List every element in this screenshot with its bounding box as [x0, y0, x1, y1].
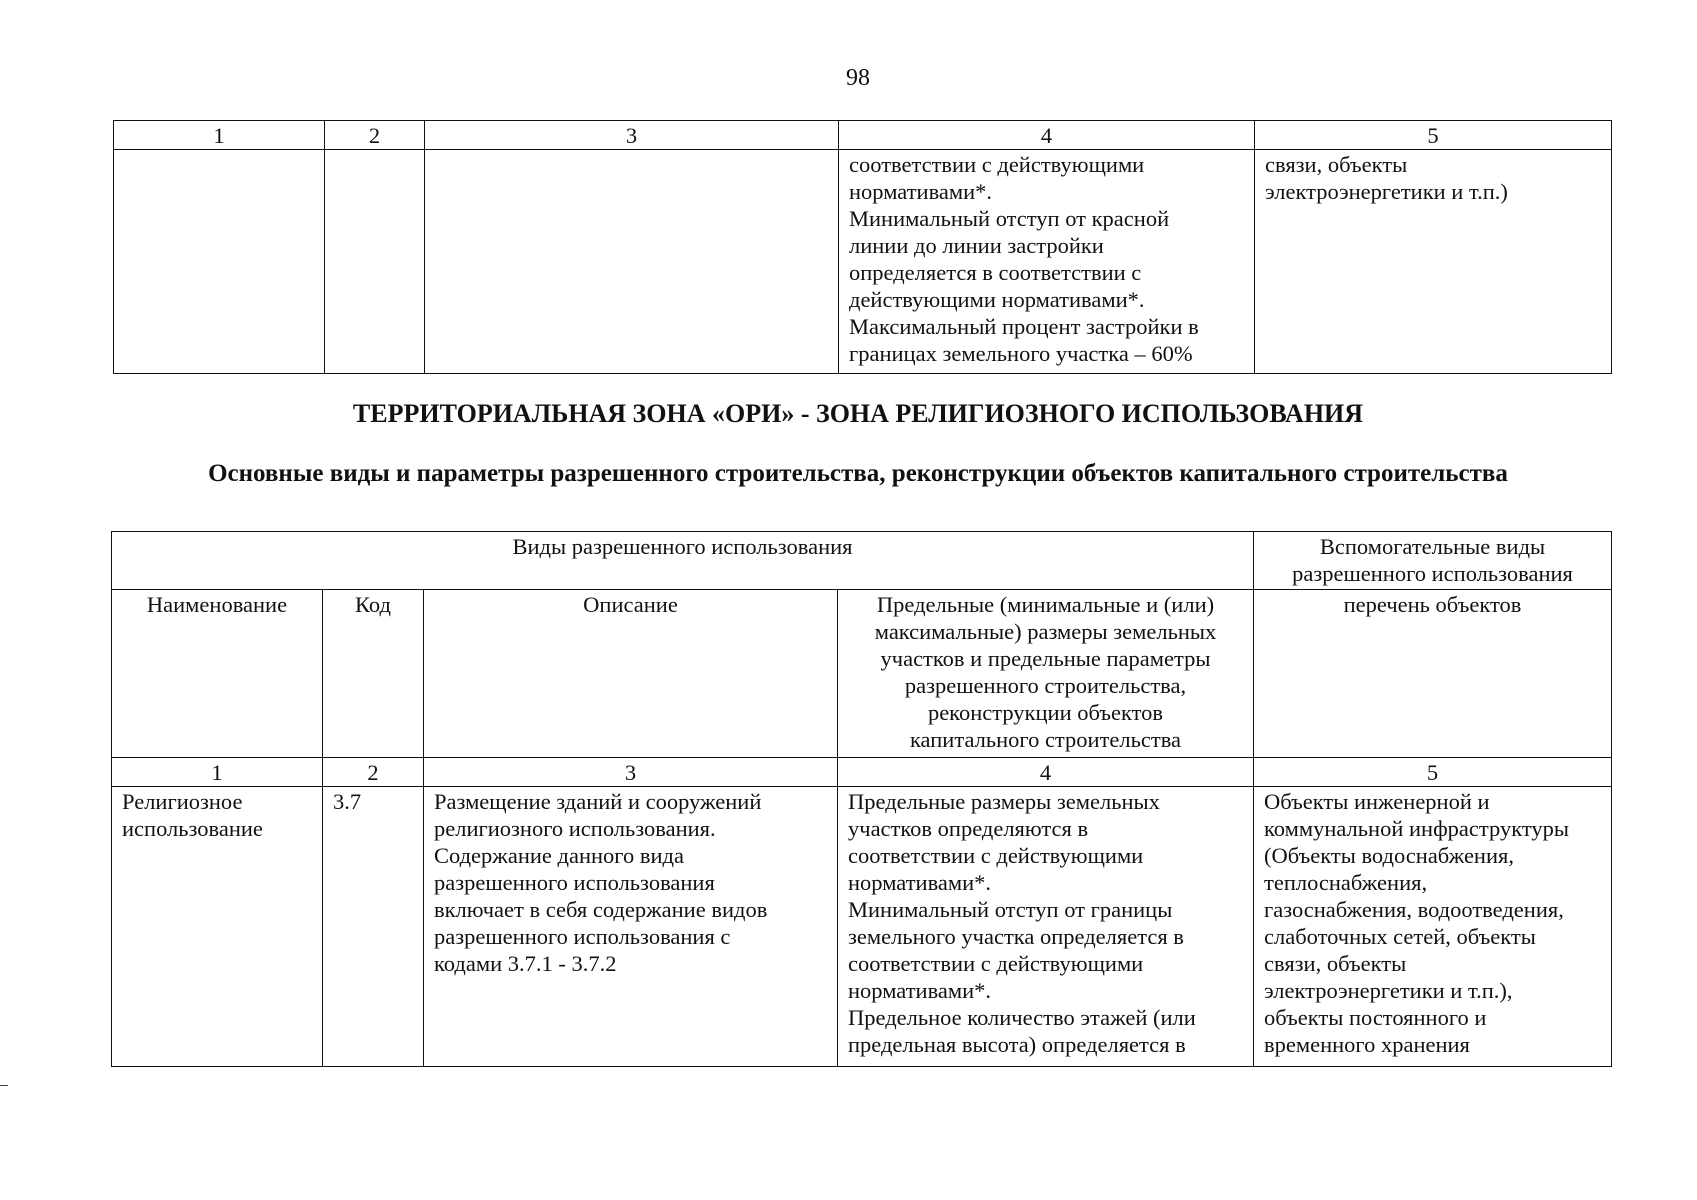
header-parameters: Предельные (минимальные и (или) максимальные) размеры земельных участков и предельные параметры разрешенного строительства, реконструкции объектов капитального строительства	[838, 590, 1254, 758]
zone-title: ТЕРРИТОРИАЛЬНАЯ ЗОНА «ОРИ» - ЗОНА РЕЛИГИОЗНОГО ИСПОЛЬЗОВАНИЯ	[352, 399, 1364, 428]
column-number: 4	[839, 121, 1255, 150]
column-number: 5	[1255, 121, 1612, 150]
header-code: Код	[323, 590, 424, 758]
column-number: 1	[112, 758, 323, 787]
section-subtitle: Основные виды и параметры разрешенного строительства, реконструкции объектов капитального строительства	[208, 460, 1508, 487]
header-group-row	[112, 532, 1612, 590]
column-number: 1	[114, 121, 325, 150]
page-number: 98	[846, 65, 870, 91]
cell-description: Размещение зданий и сооружений религиозного использования. Содержание данного вида разрешенного использования включает в себя содержание видов разрешенного использования с кодами 3.7.1 - 3.7.2	[424, 787, 838, 1067]
header-description: Описание	[424, 590, 838, 758]
column-number: 2	[325, 121, 425, 150]
cell-parameters: соответствии с действующими нормативами*. Минимальный отступ от красной линии до линии застройки определяется в соответствии с действующими нормативами*. Максимальный процент застройки в границах земельного участка – 60%	[839, 150, 1255, 374]
table-row	[112, 787, 1612, 1067]
continuation-table	[113, 120, 1612, 374]
column-number: 3	[424, 758, 838, 787]
column-number-row	[112, 758, 1612, 787]
cell-auxiliary: связи, объекты электроэнергетики и т.п.)	[1255, 150, 1612, 374]
margin-mark	[0, 1085, 8, 1086]
header-object-list: перечень объектов	[1254, 590, 1612, 758]
column-number-row	[114, 121, 1612, 150]
cell-name: Религиозное использование	[112, 787, 323, 1067]
cell-parameters: Предельные размеры земельных участков определяются в соответствии с действующими нормативами*. Минимальный отступ от границы земельного участка определяется в соответствии с действующими нормативами*. Предельное количество этажей (или предельная высота) определяется в	[838, 787, 1254, 1067]
table-row	[114, 150, 1612, 374]
cell-description	[425, 150, 839, 374]
column-number: 4	[838, 758, 1254, 787]
cell-code	[325, 150, 425, 374]
permitted-use-table	[111, 531, 1612, 1067]
column-number: 5	[1254, 758, 1612, 787]
cell-code: 3.7	[323, 787, 424, 1067]
header-columns-row	[112, 590, 1612, 758]
column-number: 3	[425, 121, 839, 150]
cell-name	[114, 150, 325, 374]
header-auxiliary-uses: Вспомогательные виды разрешенного использования	[1254, 532, 1612, 590]
column-number: 2	[323, 758, 424, 787]
cell-auxiliary: Объекты инженерной и коммунальной инфраструктуры (Объекты водоснабжения, теплоснабжения, газоснабжения, водоотведения, слаботочных сетей, объекты связи, объекты электроэнергетики и т.п.), объекты постоянного и временного хранения	[1254, 787, 1612, 1067]
header-name: Наименование	[112, 590, 323, 758]
header-main-uses: Виды разрешенного использования	[112, 532, 1254, 590]
